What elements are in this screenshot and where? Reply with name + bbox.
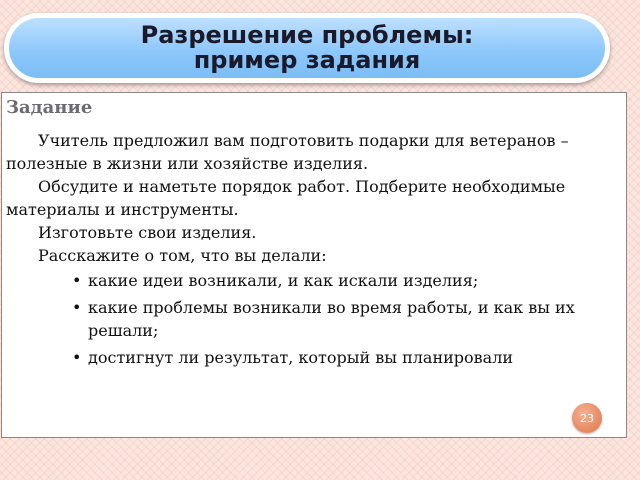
paragraph: Изготовьте свои изделия. <box>38 223 257 242</box>
slide-title-line-2: пример задания <box>193 46 421 74</box>
bullet-list <box>6 269 622 369</box>
paragraph: Расскажите о том, что вы делали: <box>38 246 327 265</box>
slide-title-line-1: Разрешение проблемы: <box>140 21 474 49</box>
title-banner <box>4 13 610 83</box>
paragraph: Обсудите и наметьте порядок работ. Подберите необходимые материалы и инструменты. <box>6 177 566 219</box>
bullet-item: • какие проблемы возникали во время работы, и как вы их решали; <box>68 296 622 342</box>
task-body <box>6 129 622 373</box>
bullet-item: • какие идеи возникали, и как искали изделия; <box>68 269 622 292</box>
paragraph: Учитель предложил вам подготовить подарки для ветеранов – полезные в жизни или хозяйстве изделия. <box>6 131 569 173</box>
page-number-badge: 23 <box>572 403 602 433</box>
task-heading: Задание <box>6 97 93 118</box>
bullet-item: • достигнут ли результат, который вы планировали <box>68 346 622 369</box>
content-box <box>1 92 627 438</box>
